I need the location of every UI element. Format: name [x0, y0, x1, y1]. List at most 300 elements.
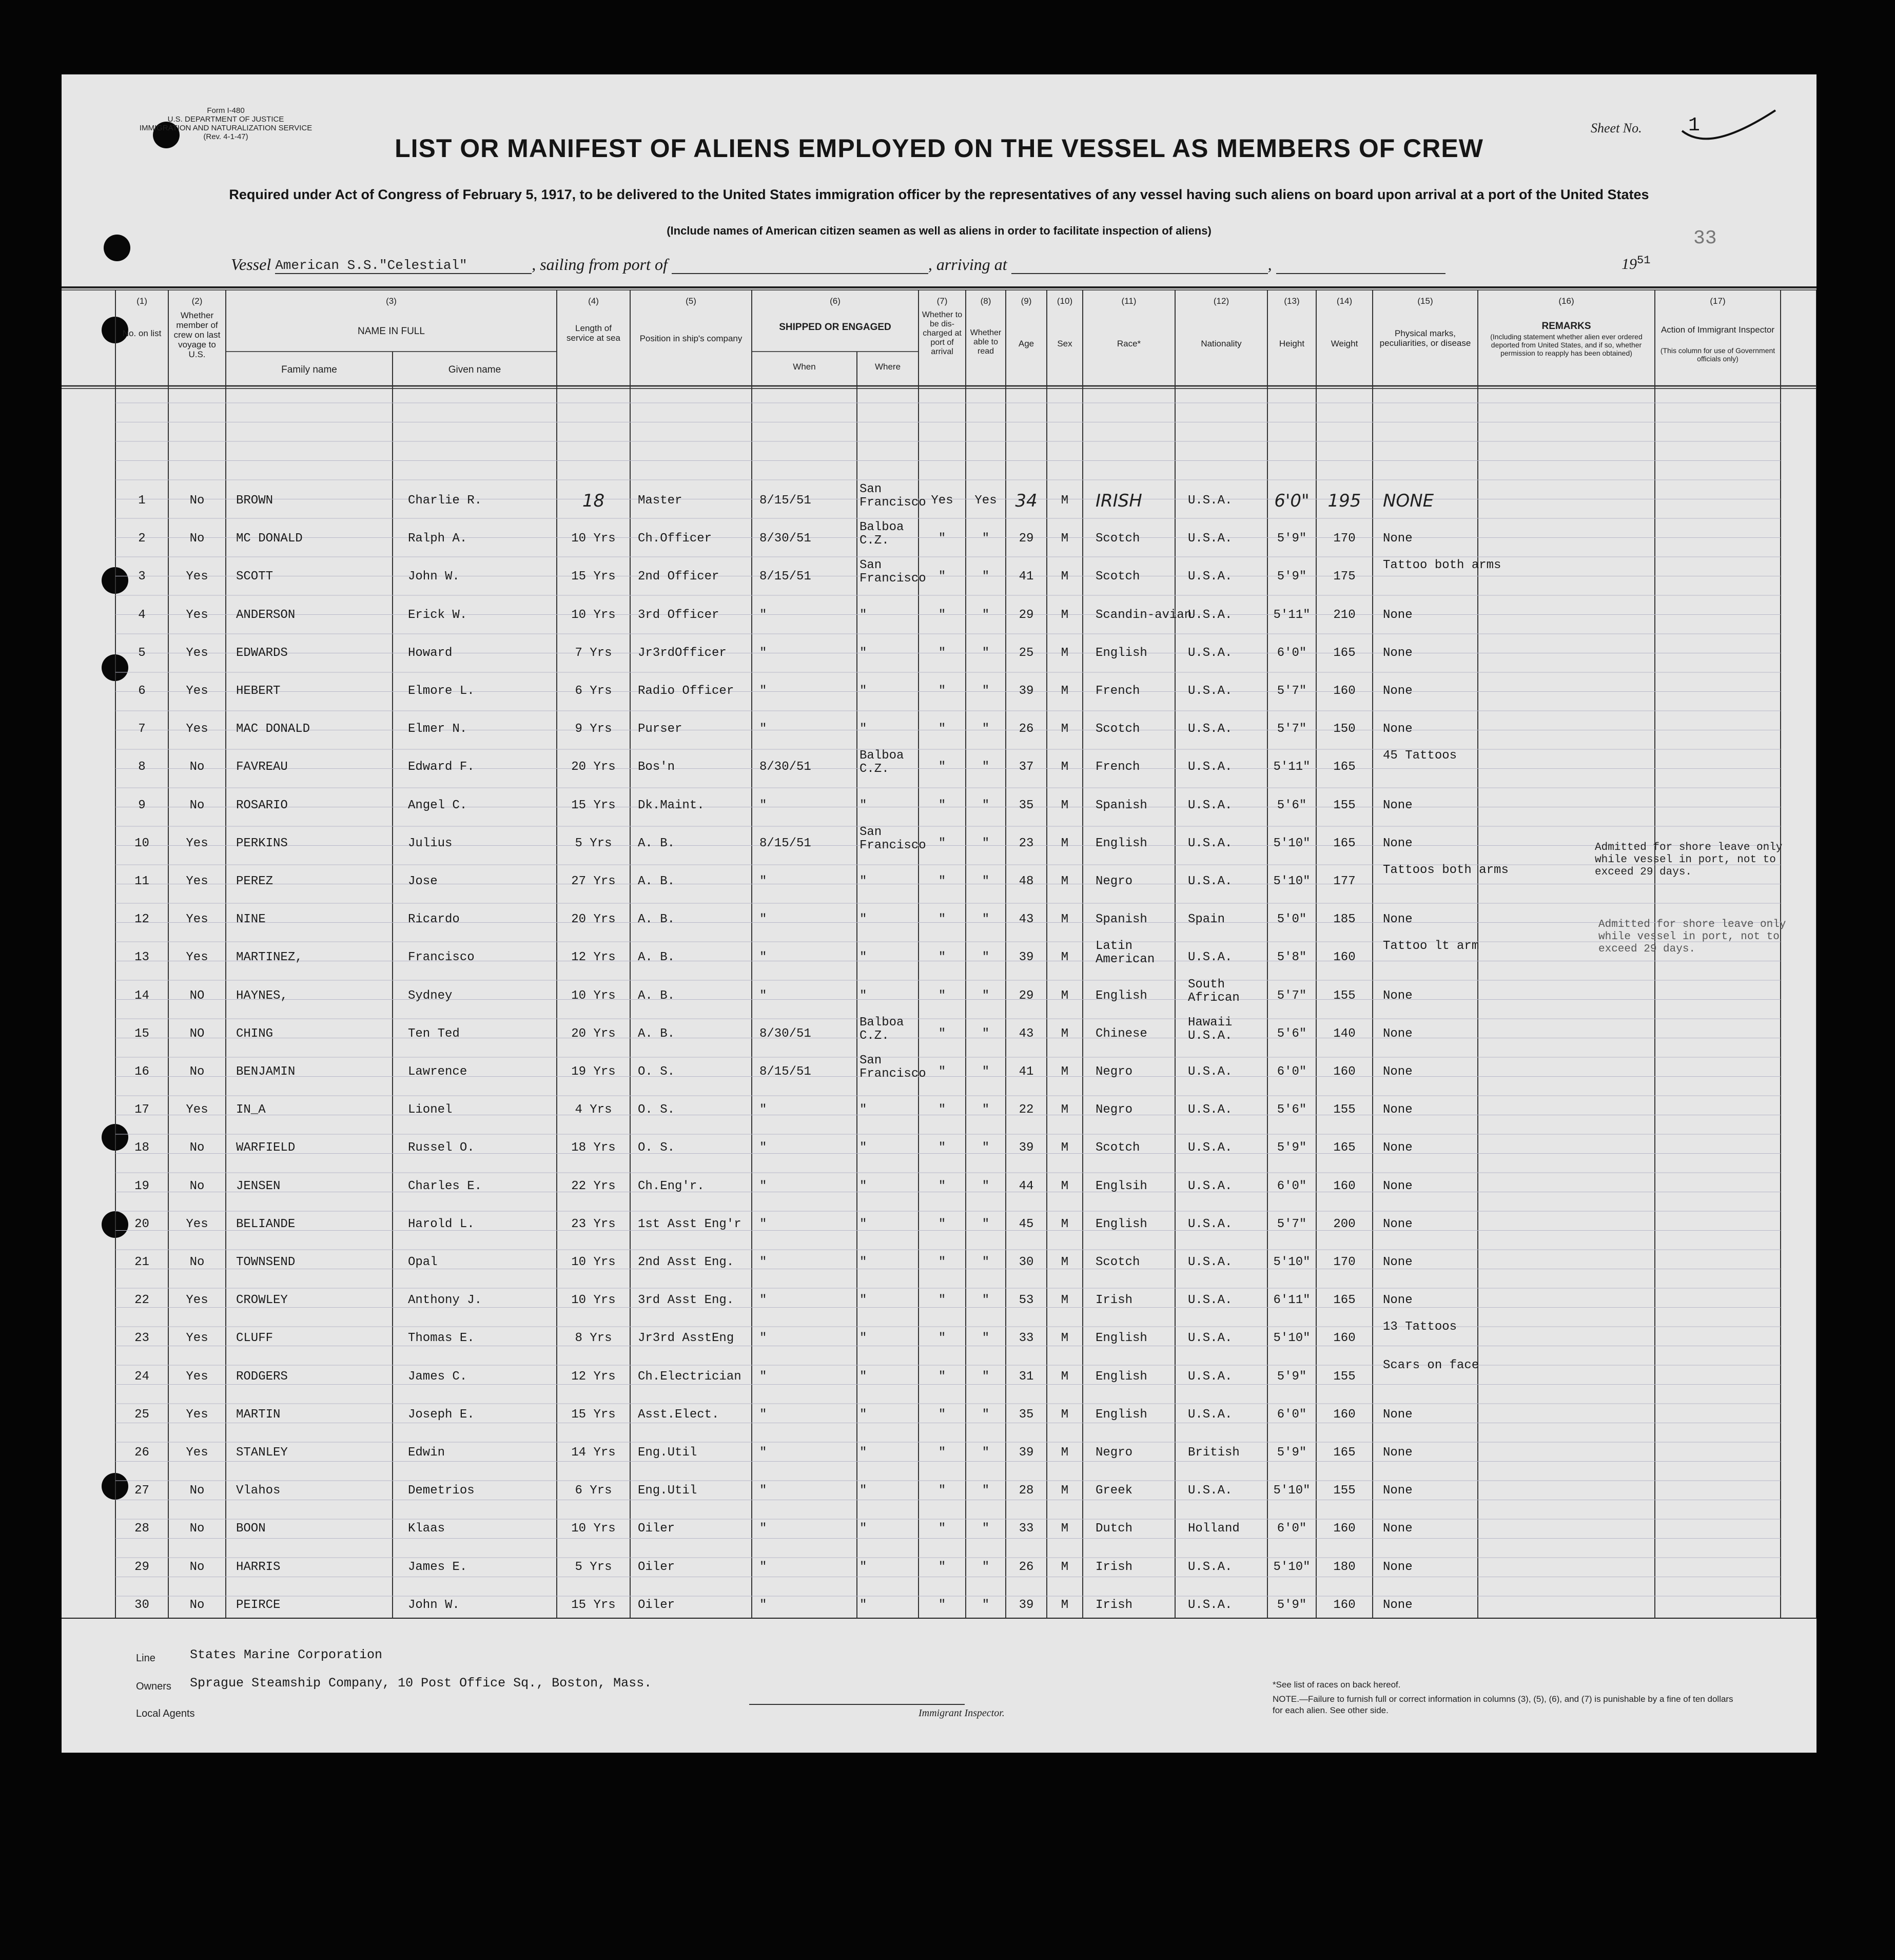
cell-marks: None — [1383, 1407, 1413, 1422]
cell-marks: 45 Tattoos — [1383, 749, 1457, 763]
cell-no: 27 — [134, 1484, 149, 1498]
cell-race: Scotch — [1096, 722, 1140, 736]
cell-where: San Francisco — [859, 482, 926, 510]
cell-read: " — [982, 1560, 990, 1574]
cell-age: 41 — [1019, 1065, 1034, 1079]
column-number-3: (3) — [386, 296, 397, 306]
cell-nat: U.S.A. — [1188, 1217, 1233, 1231]
cell-height: 5'6" — [1277, 1103, 1307, 1117]
cell-weight: 155 — [1333, 1103, 1356, 1117]
cell-race: Negro — [1096, 1103, 1133, 1117]
cell-read: " — [982, 1369, 990, 1384]
cell-sex: M — [1061, 1065, 1069, 1079]
sheet-number: 1 — [1688, 114, 1700, 137]
cell-height: 5'10" — [1273, 875, 1311, 888]
cell-age: 39 — [1019, 1598, 1034, 1612]
cell-position: A. B. — [638, 875, 675, 888]
cell-weight: 210 — [1333, 608, 1356, 622]
cell-weight: 195 — [1327, 491, 1361, 511]
cell-when: " — [759, 1331, 767, 1346]
cell-sex: M — [1061, 1217, 1069, 1231]
cell-given: James E. — [408, 1560, 467, 1574]
cell-where: " — [859, 950, 867, 965]
cell-nat: U.S.A. — [1188, 646, 1233, 660]
cell-read: " — [982, 1484, 990, 1498]
cell-no: 4 — [138, 608, 146, 622]
cell-read: " — [982, 875, 990, 888]
cell-weight: 155 — [1333, 1484, 1356, 1498]
cell-disch: " — [938, 1484, 946, 1498]
cell-marks: None — [1383, 1293, 1413, 1308]
cell-height: 5'6" — [1277, 1026, 1307, 1041]
cell-when: 8/30/51 — [759, 760, 811, 774]
cell-marks: None — [1383, 722, 1413, 736]
cell-service: 5 Yrs — [575, 1560, 612, 1574]
cell-sex: M — [1061, 875, 1069, 888]
cell-marks: None — [1383, 1026, 1413, 1041]
form-department: U.S. DEPARTMENT OF JUSTICE — [167, 115, 284, 124]
cell-position: Ch.Officer — [638, 532, 712, 546]
remark-row-14: Admitted for shore leave only while vessel in port, not to exceed 29 days. — [1598, 919, 1786, 955]
cell-where: Balboa C.Z. — [859, 1015, 904, 1043]
cell-given: Lionel — [408, 1103, 453, 1117]
cell-disch: " — [938, 1446, 946, 1460]
cell-nat: U.S.A. — [1188, 532, 1233, 546]
cell-given: John W. — [408, 1598, 460, 1612]
cell-family: Vlahos — [236, 1484, 281, 1498]
cell-last: Yes — [186, 684, 208, 698]
cell-read: " — [982, 646, 990, 660]
cell-when: " — [759, 950, 767, 965]
cell-family: BROWN — [236, 494, 273, 508]
cell-read: " — [982, 570, 990, 584]
cell-no: 14 — [134, 988, 149, 1003]
cell-nat: U.S.A. — [1188, 798, 1233, 812]
cell-height: 6'0" — [1277, 646, 1307, 660]
cell-where: " — [859, 1560, 867, 1574]
cell-when: " — [759, 1217, 767, 1231]
cell-no: 9 — [138, 798, 146, 812]
cell-nat: U.S.A. — [1188, 1141, 1233, 1155]
cell-race: English — [1096, 1369, 1147, 1384]
cell-last: No — [189, 532, 205, 546]
cell-weight: 140 — [1333, 1026, 1356, 1041]
cell-position: A. B. — [638, 1026, 675, 1041]
remark-row-12: Admitted for shore leave only while vessel in port, not to exceed 29 days. — [1595, 842, 1783, 878]
cell-read: " — [982, 1293, 990, 1308]
page-stamp-number: 33 — [1693, 227, 1717, 249]
cell-no: 10 — [134, 836, 149, 850]
cell-where: " — [859, 1331, 867, 1346]
cell-sex: M — [1061, 646, 1069, 660]
cell-where: " — [859, 1255, 867, 1269]
cell-marks: None — [1383, 1217, 1413, 1231]
cell-service: 15 Yrs — [571, 1407, 616, 1422]
cell-age: 29 — [1019, 532, 1034, 546]
vessel-label: Vessel — [231, 255, 271, 274]
cell-nat: U.S.A. — [1188, 1255, 1233, 1269]
column-number-4: (4) — [588, 296, 599, 306]
cell-family: HARRIS — [236, 1560, 281, 1574]
cell-disch: " — [938, 1598, 946, 1612]
cell-weight: 160 — [1333, 1065, 1356, 1079]
cell-height: 6'0" — [1277, 1407, 1307, 1422]
cell-disch: " — [938, 836, 946, 850]
cell-last: Yes — [186, 836, 208, 850]
cell-weight: 160 — [1333, 684, 1356, 698]
cell-given: Elmore L. — [408, 684, 475, 698]
cell-race: Negro — [1096, 1065, 1133, 1079]
cell-race: Irish — [1096, 1598, 1133, 1612]
cell-position: Eng.Util — [638, 1446, 697, 1460]
cell-position: 2nd Officer — [638, 570, 719, 584]
cell-when: " — [759, 684, 767, 698]
cell-position: A. B. — [638, 913, 675, 927]
cell-marks: Scars on face — [1383, 1358, 1479, 1372]
cell-position: Ch.Eng'r. — [638, 1179, 705, 1193]
cell-nat: U.S.A. — [1188, 1331, 1233, 1346]
cell-service: 15 Yrs — [571, 570, 616, 584]
cell-race: Scotch — [1096, 570, 1140, 584]
cell-height: 5'10" — [1273, 836, 1311, 850]
inclusion-note: (Include names of American citizen seamen as well as aliens in order to facilitate inspection of aliens) — [667, 224, 1212, 237]
cell-disch: " — [938, 722, 946, 736]
cell-position: Dk.Maint. — [638, 798, 705, 812]
header-remarks: REMARKS — [1541, 321, 1591, 332]
cell-weight: 175 — [1333, 570, 1356, 584]
cell-when: 8/15/51 — [759, 494, 811, 508]
cell-service: 5 Yrs — [575, 836, 612, 850]
cell-height: 5'11" — [1273, 608, 1311, 622]
cell-no: 28 — [134, 1522, 149, 1536]
cell-where: " — [859, 646, 867, 660]
cell-service: 4 Yrs — [575, 1103, 612, 1117]
cell-age: 26 — [1019, 722, 1034, 736]
cell-position: A. B. — [638, 836, 675, 850]
cell-where: " — [859, 608, 867, 622]
cell-family: RODGERS — [236, 1369, 288, 1384]
cell-nat: U.S.A. — [1188, 1065, 1233, 1079]
cell-position: Purser — [638, 722, 682, 736]
cell-nat: U.S.A. — [1188, 570, 1233, 584]
cell-sex: M — [1061, 760, 1069, 774]
cell-height: 5'10" — [1273, 1255, 1311, 1269]
cell-service: 15 Yrs — [571, 798, 616, 812]
cell-service: 6 Yrs — [575, 1484, 612, 1498]
cell-read: " — [982, 608, 990, 622]
cell-where: San Francisco — [859, 1054, 926, 1081]
cell-sex: M — [1061, 532, 1069, 546]
cell-family: BENJAMIN — [236, 1065, 296, 1079]
cell-read: " — [982, 1217, 990, 1231]
cell-age: 29 — [1019, 988, 1034, 1003]
cell-service: 14 Yrs — [571, 1446, 616, 1460]
cell-sex: M — [1061, 1522, 1069, 1536]
cell-read: " — [982, 1179, 990, 1193]
cell-when: " — [759, 913, 767, 927]
immigrant-inspector-label: Immigrant Inspector. — [919, 1707, 1005, 1719]
cell-sex: M — [1061, 722, 1069, 736]
cell-given: Sydney — [408, 988, 453, 1003]
cell-no: 29 — [134, 1560, 149, 1574]
cell-height: 5'8" — [1277, 950, 1307, 965]
cell-service: 20 Yrs — [571, 760, 616, 774]
cell-family: CHING — [236, 1026, 273, 1041]
header-last-voyage: Whether member of crew on last voyage to U.S. — [173, 311, 221, 359]
cell-service: 27 Yrs — [571, 875, 616, 888]
cell-family: WARFIELD — [236, 1141, 296, 1155]
cell-position: O. S. — [638, 1103, 675, 1117]
cell-last: Yes — [186, 646, 208, 660]
header-position: Position in ship's company — [639, 334, 743, 343]
cell-position: Oiler — [638, 1598, 675, 1612]
cell-family: BELIANDE — [236, 1217, 296, 1231]
cell-nat: U.S.A. — [1188, 836, 1233, 850]
header-when: When — [793, 362, 816, 372]
cell-position: 2nd Asst Eng. — [638, 1255, 734, 1269]
cell-where: " — [859, 1217, 867, 1231]
cell-weight: 177 — [1333, 875, 1356, 888]
cell-where: Balboa C.Z. — [859, 749, 904, 777]
cell-position: 3rd Officer — [638, 608, 719, 622]
cell-last: No — [189, 1065, 205, 1079]
column-number-11: (11) — [1121, 296, 1137, 306]
header-weight: Weight — [1331, 339, 1358, 348]
cell-read: " — [982, 798, 990, 812]
cell-where: " — [859, 722, 867, 736]
cell-last: NO — [189, 1026, 205, 1041]
cell-family: PEIRCE — [236, 1598, 281, 1612]
cell-no: 8 — [138, 760, 146, 774]
cell-race: English — [1096, 646, 1147, 660]
cell-given: Julius — [408, 836, 453, 850]
year-prefix: 19 — [1622, 256, 1637, 273]
cell-where: " — [859, 988, 867, 1003]
header-family-name: Family name — [281, 364, 337, 375]
cell-where: Balboa C.Z. — [859, 520, 904, 548]
cell-height: 5'7" — [1277, 684, 1307, 698]
cell-service: 19 Yrs — [571, 1065, 616, 1079]
cell-disch: " — [938, 1369, 946, 1384]
cell-no: 21 — [134, 1255, 149, 1269]
cell-nat: U.S.A. — [1188, 1484, 1233, 1498]
cell-last: No — [189, 798, 205, 812]
cell-last: Yes — [186, 1407, 208, 1422]
cell-height: 5'7" — [1277, 1217, 1307, 1231]
cell-service: 10 Yrs — [571, 532, 616, 546]
cell-disch: " — [938, 1522, 946, 1536]
cell-service: 10 Yrs — [571, 608, 616, 622]
sailing-label: , sailing from port of — [532, 255, 668, 274]
cell-race: Englsih — [1096, 1179, 1147, 1193]
header-length-service: Length of service at sea — [566, 323, 620, 343]
cell-weight: 160 — [1333, 1179, 1356, 1193]
cell-age: 33 — [1019, 1331, 1034, 1346]
cell-given: Ten Ted — [408, 1026, 460, 1041]
cell-no: 24 — [134, 1369, 149, 1384]
cell-read: " — [982, 1255, 990, 1269]
owners-label: Owners — [136, 1681, 171, 1692]
cell-race: Irish — [1096, 1560, 1133, 1574]
cell-race: Scotch — [1096, 532, 1140, 546]
cell-position: Bos'n — [638, 760, 675, 774]
cell-age: 34 — [1015, 491, 1038, 511]
cell-family: HAYNES, — [236, 988, 288, 1003]
cell-read: " — [982, 913, 990, 927]
cell-read: " — [982, 532, 990, 546]
cell-read: " — [982, 1407, 990, 1422]
cell-age: 37 — [1019, 760, 1034, 774]
cell-nat: U.S.A. — [1188, 722, 1233, 736]
cell-when: 8/30/51 — [759, 1026, 811, 1041]
cell-position: Oiler — [638, 1560, 675, 1574]
year-suffix: 51 — [1637, 254, 1651, 267]
cell-where: " — [859, 1446, 867, 1460]
cell-weight: 165 — [1333, 760, 1356, 774]
cell-marks: None — [1383, 913, 1413, 927]
cell-sex: M — [1061, 1446, 1069, 1460]
cell-position: A. B. — [638, 950, 675, 965]
penalty-note: NOTE.—Failure to furnish full or correct information in columns (3), (5), (6), and (7) is punishable by a fine of ten dollars for each alien. See other side. — [1273, 1694, 1733, 1715]
cell-weight: 155 — [1333, 988, 1356, 1003]
cell-sex: M — [1061, 1179, 1069, 1193]
manifest-sheet — [62, 74, 1816, 1753]
cell-service: 22 Yrs — [571, 1179, 616, 1193]
cell-weight: 160 — [1333, 1598, 1356, 1612]
cell-when: " — [759, 1179, 767, 1193]
cell-weight: 170 — [1333, 532, 1356, 546]
page-title: LIST OR MANIFEST OF ALIENS EMPLOYED ON THE VESSEL AS MEMBERS OF CREW — [395, 134, 1483, 163]
cell-when: 8/15/51 — [759, 836, 811, 850]
cell-nat: South African — [1188, 977, 1240, 1005]
header-name-in-full: NAME IN FULL — [358, 326, 425, 337]
cell-position: Asst.Elect. — [638, 1407, 719, 1422]
cell-when: " — [759, 1522, 767, 1536]
cell-nat: U.S.A. — [1188, 875, 1233, 888]
cell-family: ROSARIO — [236, 798, 288, 812]
cell-when: " — [759, 722, 767, 736]
cell-marks: None — [1383, 988, 1413, 1003]
header-no-on-list: No. on list — [122, 328, 162, 338]
cell-given: Lawrence — [408, 1065, 467, 1079]
cell-age: 41 — [1019, 570, 1034, 584]
cell-when: " — [759, 608, 767, 622]
cell-service: 6 Yrs — [575, 684, 612, 698]
cell-position: Oiler — [638, 1522, 675, 1536]
cell-marks: None — [1383, 1598, 1413, 1612]
cell-sex: M — [1061, 570, 1069, 584]
cell-height: 5'7" — [1277, 988, 1307, 1003]
cell-marks: None — [1383, 1560, 1413, 1574]
cell-when: " — [759, 1293, 767, 1308]
cell-race: Greek — [1096, 1484, 1133, 1498]
cell-marks: None — [1383, 684, 1413, 698]
cell-where: " — [859, 1179, 867, 1193]
cell-given: Charlie R. — [408, 494, 482, 508]
cell-position: Radio Officer — [638, 684, 734, 698]
header-shipped-engaged: SHIPPED OR ENGAGED — [779, 322, 891, 333]
column-number-8: (8) — [980, 296, 991, 306]
page-subtitle: Required under Act of Congress of February 5, 1917, to be delivered to the United States immigration officer by the representatives of any vessel having such aliens on board upon arrival at a port of the United States — [229, 187, 1649, 202]
cell-disch: " — [938, 646, 946, 660]
cell-read: " — [982, 950, 990, 965]
cell-family: CLUFF — [236, 1331, 273, 1346]
cell-last: NO — [189, 988, 205, 1003]
cell-service: 18 Yrs — [571, 1141, 616, 1155]
cell-no: 23 — [134, 1331, 149, 1346]
cell-sex: M — [1061, 1141, 1069, 1155]
cell-no: 5 — [138, 646, 146, 660]
cell-height: 5'9" — [1277, 1446, 1307, 1460]
races-note: *See list of races on back hereof. — [1273, 1680, 1401, 1690]
cell-marks: NONE — [1383, 491, 1434, 511]
cell-given: Thomas E. — [408, 1331, 475, 1346]
cell-read: " — [982, 988, 990, 1003]
header-race: Race* — [1117, 339, 1141, 348]
cell-when: " — [759, 988, 767, 1003]
cell-sex: M — [1061, 494, 1069, 508]
cell-read: " — [982, 1026, 990, 1041]
cell-nat: British — [1188, 1446, 1240, 1460]
cell-race: Negro — [1096, 875, 1133, 888]
cell-no: 26 — [134, 1446, 149, 1460]
cell-last: Yes — [186, 950, 208, 965]
cell-disch: " — [938, 532, 946, 546]
cell-when: " — [759, 1598, 767, 1612]
line-label: Line — [136, 1653, 155, 1664]
header-age: Age — [1018, 339, 1034, 348]
cell-nat: U.S.A. — [1188, 1293, 1233, 1308]
cell-position: Ch.Electrician — [638, 1369, 741, 1384]
column-number-10: (10) — [1057, 296, 1073, 306]
cell-when: " — [759, 1407, 767, 1422]
cell-race: IRISH — [1096, 491, 1142, 511]
cell-given: Ralph A. — [408, 532, 467, 546]
cell-race: Irish — [1096, 1293, 1133, 1308]
cell-disch: " — [938, 1331, 946, 1346]
form-revision: (Rev. 4-1-47) — [203, 132, 248, 141]
vessel-name: American S.S."Celestial" — [275, 258, 532, 274]
cell-disch: " — [938, 570, 946, 584]
cell-weight: 165 — [1333, 1141, 1356, 1155]
cell-when: " — [759, 1255, 767, 1269]
cell-given: Joseph E. — [408, 1407, 475, 1422]
cell-nat: U.S.A. — [1188, 1179, 1233, 1193]
cell-given: Elmer N. — [408, 722, 467, 736]
cell-last: No — [189, 494, 205, 508]
cell-when: " — [759, 646, 767, 660]
cell-height: 5'9" — [1277, 1598, 1307, 1612]
cell-age: 44 — [1019, 1179, 1034, 1193]
cell-height: 5'9" — [1277, 1369, 1307, 1384]
cell-last: Yes — [186, 722, 208, 736]
cell-service: 15 Yrs — [571, 1598, 616, 1612]
cell-when: " — [759, 1560, 767, 1574]
cell-weight: 165 — [1333, 1446, 1356, 1460]
arriving-label: , arriving at — [928, 255, 1007, 274]
cell-disch: " — [938, 1065, 946, 1079]
cell-age: 22 — [1019, 1103, 1034, 1117]
cell-weight: 155 — [1333, 798, 1356, 812]
cell-service: 23 Yrs — [571, 1217, 616, 1231]
local-agents-label: Local Agents — [136, 1708, 195, 1719]
cell-last: Yes — [186, 913, 208, 927]
cell-position: Jr3rdOfficer — [638, 646, 727, 660]
cell-service: 10 Yrs — [571, 988, 616, 1003]
cell-last: No — [189, 1255, 205, 1269]
cell-position: Eng.Util — [638, 1484, 697, 1498]
cell-disch: " — [938, 1560, 946, 1574]
